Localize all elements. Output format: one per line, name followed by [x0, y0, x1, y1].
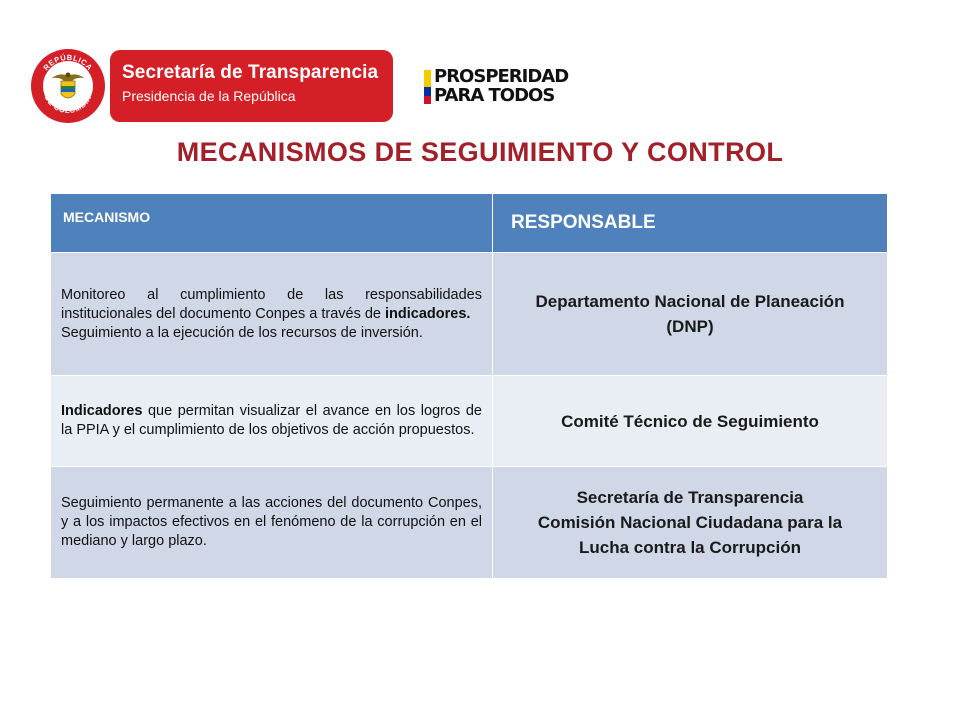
colombia-seal-logo — [30, 48, 106, 124]
mecanismo-cell — [51, 253, 493, 376]
prosperidad-para-todos-logo — [434, 67, 568, 105]
mecanismo-text: que permitan visualizar el avance en los logros de la PPIA y el cumplimiento de los objetivos de acción propuestos. — [61, 403, 482, 438]
responsable-line: Comisión Nacional Ciudadana para la — [537, 513, 843, 532]
prosperidad-line2: PARA TODOS — [434, 85, 555, 106]
prosperidad-line1: PROSPERIDAD — [434, 66, 569, 87]
table-row — [51, 253, 888, 376]
header-mecanismo: MECANISMO — [51, 194, 493, 253]
responsable-line: Comité Técnico de Seguimiento — [561, 411, 819, 431]
mecanismo-cell — [51, 467, 493, 579]
table-row — [51, 376, 888, 467]
mecanismo-cell — [51, 376, 493, 467]
responsable-line: (DNP) — [666, 317, 714, 336]
mecanismo-text: Seguimiento a la ejecución de los recursos de inversión. — [61, 324, 423, 341]
page-title: MECANISMOS DE SEGUIMIENTO Y CONTROL — [176, 137, 784, 167]
secretaria-transparencia-logo — [110, 50, 393, 122]
header — [0, 0, 960, 135]
seal-text-top: REPÚBLICA — [41, 52, 95, 73]
responsable-cell — [493, 467, 888, 579]
mecanismo-bold: Indicadores — [61, 403, 143, 419]
responsable-line: Departamento Nacional de Planeación — [535, 292, 845, 311]
header-responsable: RESPONSABLE — [493, 194, 888, 253]
colombia-flag-icon — [424, 70, 431, 104]
responsable-line: Lucha contra la Corrupción — [579, 538, 801, 557]
table-row — [51, 467, 888, 579]
responsable-cell — [493, 253, 888, 376]
responsable-line: Secretaría de Transparencia — [576, 488, 804, 507]
mecanismo-bold: indicadores. — [385, 305, 471, 322]
brand-subtitle: Presidencia de la República — [122, 88, 296, 104]
mecanismo-text: Seguimiento permanente a las acciones del documento Conpes, y a los impactos efectivos en el fenómeno de la corrupción en el mediano y largo plazo. — [61, 495, 482, 549]
mecanismo-text: Monitoreo al cumplimiento de las responsabilidades institucionales del documento Conpes a través de — [61, 286, 482, 322]
seal-text-bottom: DE COLOMBIA — [42, 93, 94, 116]
table-header-row — [51, 194, 888, 253]
mechanisms-table — [50, 193, 888, 579]
responsable-cell — [493, 376, 888, 467]
brand-title: Secretaría de Transparencia — [122, 62, 379, 83]
